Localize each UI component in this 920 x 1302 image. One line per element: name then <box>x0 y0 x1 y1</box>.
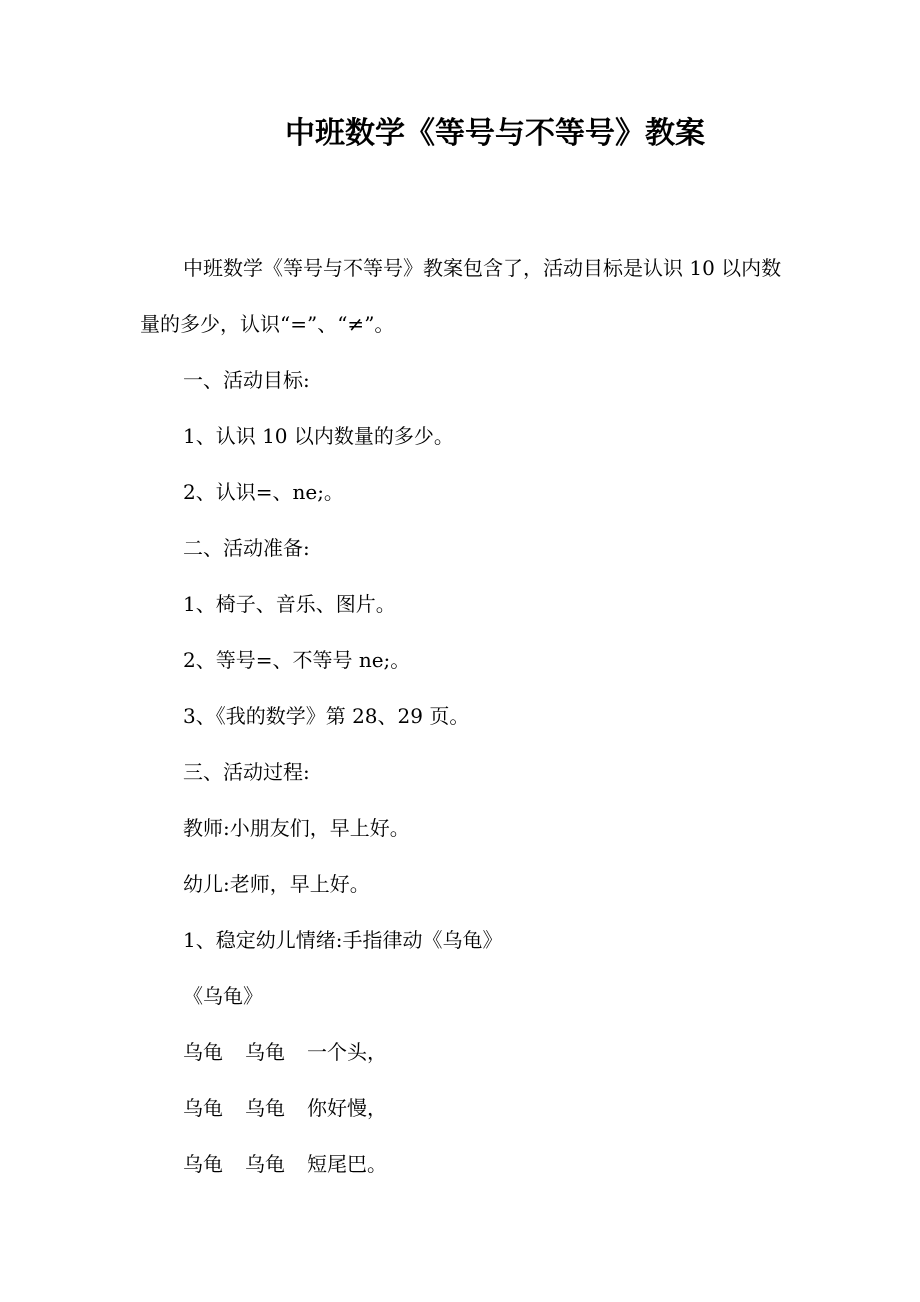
section-heading-goals: 一、活动目标: <box>183 368 310 392</box>
goal-item-2: 2、认识=、ne;。 <box>183 480 344 504</box>
poem-word: 乌龟 <box>245 1040 285 1064</box>
poem-word: 乌龟 <box>183 1040 223 1064</box>
process-step-1: 1、稳定幼儿情绪:手指律动《乌龟》 <box>183 928 503 952</box>
intro-paragraph: 中班数学《等号与不等号》教案包含了，活动目标是认识 10 以内数量的多少，认识“=”、“≠”。 <box>140 256 782 336</box>
dialogue-teacher: 教师:小朋友们，早上好。 <box>183 816 410 840</box>
poem-line-3 <box>140 1136 790 1192</box>
poem-word: 一个头， <box>307 1040 387 1064</box>
poem-word: 你好慢， <box>307 1096 387 1120</box>
poem-title: 《乌龟》 <box>183 984 263 1008</box>
poem-word: 乌龟 <box>183 1096 223 1120</box>
section-heading-process: 三、活动过程: <box>183 760 310 784</box>
dialogue-children: 幼儿:老师，早上好。 <box>183 872 370 896</box>
poem-word: 短尾巴。 <box>307 1152 387 1176</box>
goal-item-1: 1、认识 10 以内数量的多少。 <box>183 424 454 448</box>
preparation-item-3: 3、《我的数学》第 28、29 页。 <box>183 704 470 728</box>
preparation-item-1: 1、椅子、音乐、图片。 <box>183 592 396 616</box>
document-title: 中班数学《等号与不等号》教案 <box>285 116 705 151</box>
poem-word: 乌龟 <box>245 1096 285 1120</box>
section-heading-preparation: 二、活动准备: <box>183 536 310 560</box>
poem-line-1 <box>140 1024 790 1080</box>
preparation-item-2: 2、等号=、不等号 ne;。 <box>183 648 411 672</box>
poem-word: 乌龟 <box>245 1152 285 1176</box>
poem-word: 乌龟 <box>183 1152 223 1176</box>
poem-line-2 <box>140 1080 790 1136</box>
document-body <box>140 240 790 1192</box>
